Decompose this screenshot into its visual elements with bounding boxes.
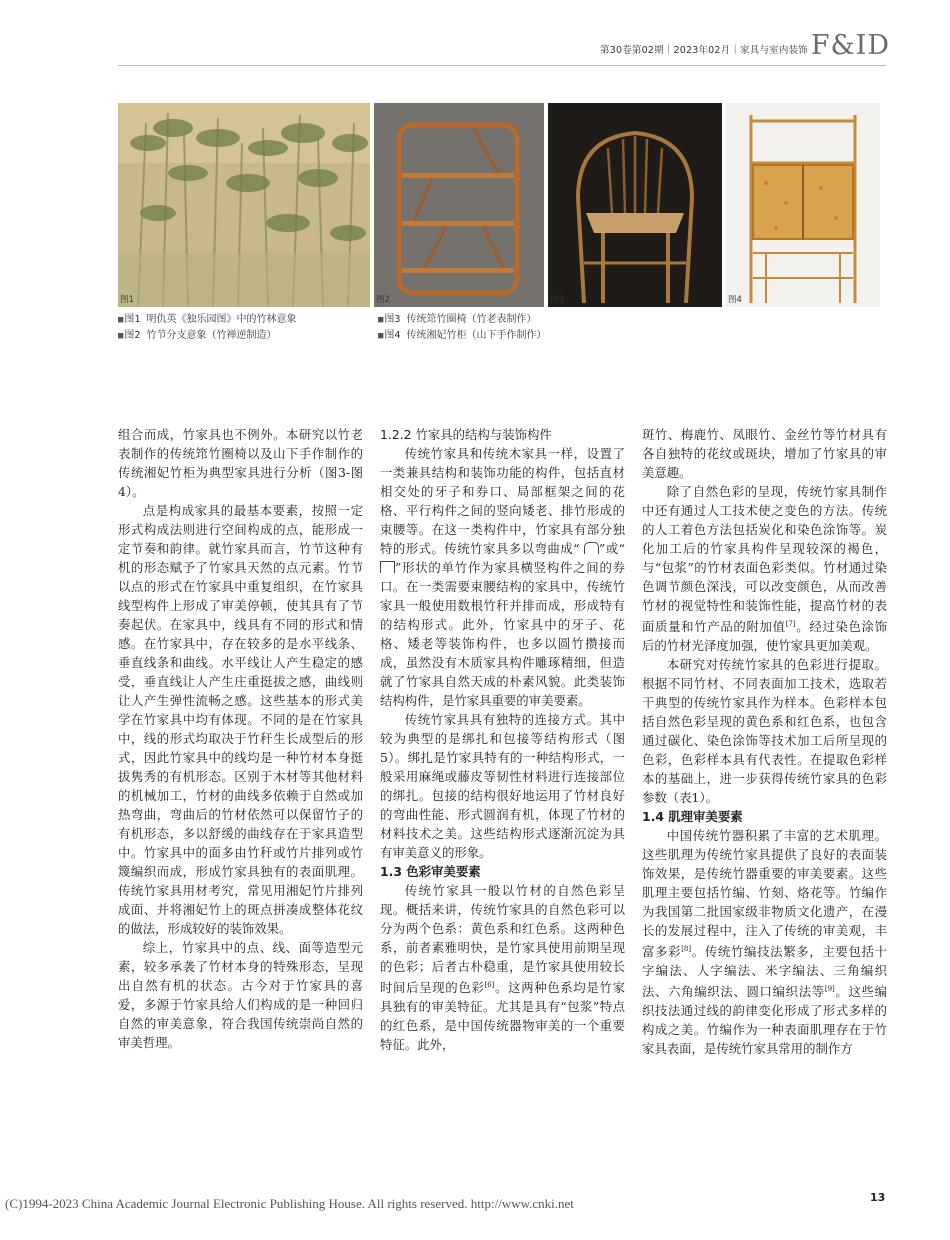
text-run: 。传统竹编技法繁多，主要包括十字编法、人字编法、米字编法、三角编织法、六角编织法、圆口编织法等 xyxy=(642,944,888,1000)
header-rule xyxy=(118,65,886,66)
citation: [9] xyxy=(824,985,835,994)
caption-figure-1: ■ 图1 明仇英《独乐园图》中的竹林意象 xyxy=(118,312,296,328)
paragraph xyxy=(642,826,887,1058)
paragraph: 点是构成家具的最基本要素，按照一定形式构成法则进行空间构成的点，能形成一定节奏和韵律。就竹家具而言，竹节这种有机的形态赋予了竹家具天然的点元素。竹节以点的形式在竹家具中重复组织，在竹家具线型构件上形成了审美停顿，使其具有了节奏起伏。在家具中，线具有不同的形式和情感。在竹家具中，存在较多的是水平线条、垂直线条和曲线。水平线让人产生稳定的感受，垂直线让人产生庄重挺拔之感，曲线则让人产生弹性流畅之感。这些基本的形式美学在竹家具中均有体现。不同的是在竹家具中，线的形式均取决于竹秆生长成型后的形式，因此竹家具中的线均是一种竹材本身挺拔隽秀的有机形态。区别于木材等其他材料的机械加工，竹材的曲线多依赖于自然或加热弯曲，弯曲后的竹材依然可以保留竹子的有机形态，多以舒缓的曲线存在于家具造型中。竹家具中的面多由竹秆或竹片排列或竹篾编织而成，形成竹家具独有的表面肌理。传统竹家具用材考究，常见用湘妃竹片排列成面、并将湘妃竹上的斑点拼凑成整体花纹的做法，形成较好的装饰效果。 xyxy=(118,503,363,936)
text-run: 除了自然色彩的呈现，传统竹家具制作中还有通过人工技术使之变色的方法。传统的人工着色方法包括炭化和染色涂饰等。炭化加工后的竹家具构件呈现较深的褐色，与“包浆”的竹材表面色彩类似。竹材通过染色调节颜色深浅，可以改变颜色，从而改善竹材的视觉特性和装饰性能，提高竹材的表面质量和竹产品的附加值 xyxy=(642,484,887,635)
text-run: 中国传统竹器积累了丰富的艺术肌理。这些肌理为传统竹家具提供了良好的表面装饰效果，是传统竹器重要的审美要素。这些肌理主要包括竹编、竹刻、烙花等。竹编作为我国第二批国家级非物质文化遗产，在漫长的发展过程中，注入了传统的审美观，丰富多彩 xyxy=(642,828,887,960)
caption-figure-3: ■ 图3 传统筇竹圈椅（竹老表制作） xyxy=(378,312,546,328)
arch-shape-icon xyxy=(584,542,599,554)
text-run: 。这两种色系均是竹家具独有的审美特征。尤其是具有“包浆”特点的红色系，是中国传统器物审美的一个重要特征。此外， xyxy=(380,980,626,1053)
caption-figure-4: ■ 图4 传统湘妃竹柜（山下手作制作） xyxy=(378,328,546,344)
figure-captions-right xyxy=(378,312,546,344)
text-column-3 xyxy=(642,425,887,1058)
journal-logo: F&ID xyxy=(810,30,890,61)
citation: [6] xyxy=(484,981,495,989)
caption-figure-2: ■ 图2 竹节分支意象（竹禅逆制造） xyxy=(118,328,296,344)
text-run: 。这些编织技法通过线的韵律变化形成了形式多样的构成之美。竹编作为一种表面肌理存在于竹家具表面，是传统竹家具常用的制作方 xyxy=(642,984,888,1057)
figure-4-label: 图4 xyxy=(728,295,742,305)
running-header xyxy=(600,30,930,60)
section-heading: 1.2.2 竹家具的结构与装饰构件 xyxy=(380,427,552,442)
citation: [8] xyxy=(681,945,692,954)
copyright-footer: (C)1994-2023 China Academic Journal Electronic Publishing House. All rights reserved. http://www.cnki.net xyxy=(5,1196,574,1211)
figure-1-bamboo-painting xyxy=(118,103,370,307)
text-run: 传统竹家具一般以竹材的自然色彩呈现。概括来讲，传统竹家具的自然色彩可以分为两个色系：黄色系和红色系。这两种色系，前者素雅明快，是竹家具使用前期呈现的色彩；后者古朴稳重，是竹家具使用较长时间后呈现的色彩 xyxy=(380,883,625,996)
section-heading: 1.3 色彩审美要素 xyxy=(380,864,481,879)
text-run: ”形状的单竹作为家具横竖构件之间的券口。在一类需要束腰结构的家具中，传统竹家具一般使用数根竹秆并排而成，形成特有的结构形式。此外，竹家具中的牙子、花格、矮老等装饰构件，也多以圆竹攒接而成，虽然没有木质家具构件雕琢精细，但造就了竹家具自然天成的朴素风貌。此类装饰结构构件，是竹家具重要的审美要素。 xyxy=(380,560,625,708)
paragraph xyxy=(380,444,625,710)
paragraph: 本研究对传统竹家具的色彩进行提取。根据不同竹材、不同表面加工技术，选取若干典型的传统竹家具作为样本。色彩样本包括自然色彩呈现的黄色系和红色系，也包含通过碳化、染色涂饰等技术加工后所呈现的色彩，色彩样本具有代表性。在提取色彩样本的基础上，进一步获得传统竹家具的色彩参数（表1）。 xyxy=(642,657,887,806)
text-column-2 xyxy=(380,425,625,1054)
text-run: 。经过染色涂饰后的竹材光泽度加强，使竹家具更加美观。 xyxy=(642,619,888,654)
figure-3-bamboo-armchair xyxy=(548,103,722,307)
citation: [7] xyxy=(785,620,796,628)
page-number: 13 xyxy=(870,1191,886,1204)
text-run: 传统竹家具和传统木家具一样，设置了一类兼具结构和装饰功能的构件，包括直材相交处的牙子和券口、局部框架之间的花格、平行构件之间的竖向矮老、排竹形成的束腰等。在这一类构件中，竹家具有部分独特的形式。传统竹家具多以弯曲成“ xyxy=(380,446,625,556)
text-run: ”或“ xyxy=(598,541,625,556)
figure-4-bamboo-cabinet xyxy=(726,103,880,307)
paragraph: 组合而成，竹家具也不例外。本研究以竹老表制作的传统筇竹圈椅以及山下手作制作的传统湘妃竹柜为典型家具进行分析（图3-图4）。 xyxy=(118,427,363,499)
paragraph: 斑竹、梅鹿竹、凤眼竹、金丝竹等竹材具有各自独特的花纹或斑块，增加了竹家具的审美意趣。 xyxy=(642,427,887,480)
paragraph xyxy=(642,482,887,655)
paragraph xyxy=(380,881,625,1054)
section-heading: 1.4 肌理审美要素 xyxy=(642,809,743,825)
figure-1-label: 图1 xyxy=(120,295,134,305)
arch-shape-icon xyxy=(380,561,395,573)
figure-2-bamboo-shelf xyxy=(374,103,544,307)
paragraph: 综上，竹家具中的点、线、面等造型元素，较多承袭了竹材本身的特殊形态，呈现出自然有机的状态。古今对于竹家具的喜爱，多源于竹家具给人们构成的是一种回归自然的审美意象，符合我国传统崇尚自然的审美哲理。 xyxy=(118,940,363,1050)
figure-captions-left xyxy=(118,312,296,344)
text-column-1 xyxy=(118,425,363,1052)
figure-2-label: 图2 xyxy=(376,295,390,305)
paragraph: 传统竹家具具有独特的连接方式。其中较为典型的是绑扎和包接等结构形式（图5）。绑扎是竹家具特有的一种结构形式，一般采用麻绳或藤皮等韧性材料进行连接部位的绑扎。包接的结构很好地运用了竹材良好的弯曲性能、形式圆润有机，体现了竹材的材料技术之美。这些结构形式逐渐沉淀为具有审美意义的形象。 xyxy=(380,712,625,860)
figure-3-label: 图3 xyxy=(550,295,564,305)
journal-issue-meta: 第30卷第02期｜2023年02月｜家具与室内装饰 xyxy=(600,45,808,56)
